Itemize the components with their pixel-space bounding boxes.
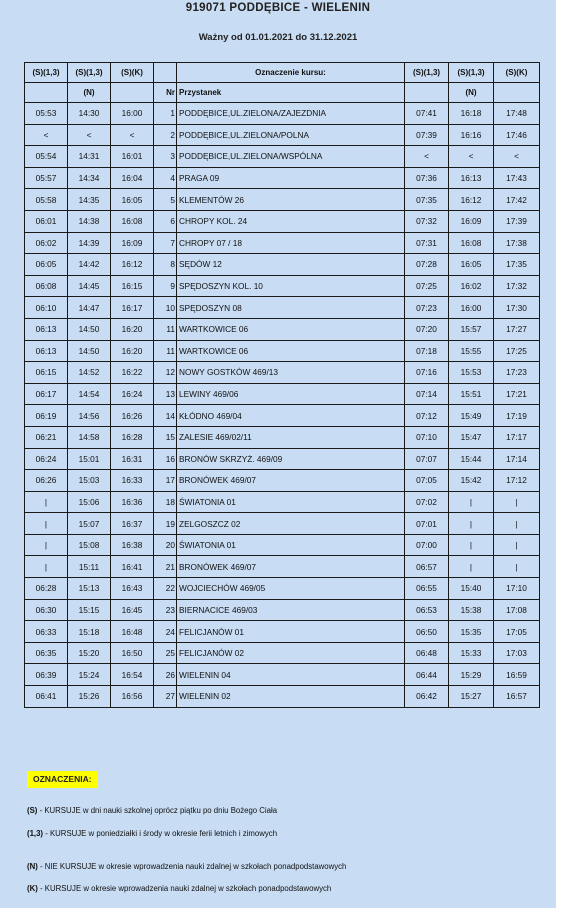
dep-time-cell: 16:31	[111, 448, 154, 470]
ret-time-cell: 06:53	[405, 599, 449, 621]
ret-time-cell: 17:21	[494, 383, 540, 405]
dep-time-cell: 06:39	[25, 664, 68, 686]
dep-time-cell: 06:15	[25, 362, 68, 384]
ret-time-cell: 17:14	[494, 448, 540, 470]
column-subheader: Przystanek	[177, 83, 405, 103]
table-row	[25, 254, 540, 276]
dep-time-cell: 16:09	[111, 232, 154, 254]
dep-time-cell: 16:00	[111, 103, 154, 125]
ret-time-cell: 15:44	[449, 448, 494, 470]
legend-note-13	[27, 829, 277, 838]
dep-time-cell: 15:20	[68, 642, 111, 664]
stop-name-cell: WIELENIN 02	[177, 686, 405, 708]
table-header-row	[25, 63, 540, 83]
ret-time-cell: 17:39	[494, 210, 540, 232]
stop-name-cell: ZELGOSZCZ 02	[177, 513, 405, 535]
dep-time-cell: 06:35	[25, 642, 68, 664]
table-row	[25, 664, 540, 686]
legend-code: (N)	[27, 862, 38, 871]
dep-time-cell: 15:11	[68, 556, 111, 578]
ret-time-cell: 07:20	[405, 318, 449, 340]
dep-time-cell: 16:48	[111, 621, 154, 643]
dep-time-cell: 15:26	[68, 686, 111, 708]
dep-time-cell: 15:08	[68, 534, 111, 556]
dep-time-cell: 16:54	[111, 664, 154, 686]
ret-time-cell: 17:17	[494, 426, 540, 448]
dep-time-cell: |	[25, 556, 68, 578]
dep-time-cell: 15:06	[68, 491, 111, 513]
table-row	[25, 210, 540, 232]
column-header: (S)(K)	[494, 63, 540, 83]
ret-time-cell: 17:32	[494, 275, 540, 297]
column-header	[154, 63, 177, 83]
stop-number-cell: 19	[154, 513, 177, 535]
column-header: (S)(1,3)	[405, 63, 449, 83]
ret-time-cell: 17:46	[494, 124, 540, 146]
dep-time-cell: 14:42	[68, 254, 111, 276]
table-row	[25, 534, 540, 556]
ret-time-cell: 16:57	[494, 686, 540, 708]
table-row	[25, 491, 540, 513]
stop-name-cell: NOWY GOSTKÓW 469/13	[177, 362, 405, 384]
stop-number-cell: 17	[154, 470, 177, 492]
dep-time-cell: 14:50	[68, 340, 111, 362]
ret-time-cell: 07:31	[405, 232, 449, 254]
dep-time-cell: 16:08	[111, 210, 154, 232]
dep-time-cell: 16:56	[111, 686, 154, 708]
column-subheader	[25, 83, 68, 103]
dep-time-cell: 14:34	[68, 167, 111, 189]
dep-time-cell: 05:54	[25, 146, 68, 168]
stop-name-cell: BRONÓWEK 469/07	[177, 556, 405, 578]
legend-text: - NIE KURSUJE w okresie wprowadzenia nauki zdalnej w szkołach ponadpodstawowych	[37, 862, 347, 871]
ret-time-cell: 06:57	[405, 556, 449, 578]
dep-time-cell: 14:52	[68, 362, 111, 384]
ret-time-cell: 07:25	[405, 275, 449, 297]
legend-note-s	[27, 806, 277, 815]
table-row	[25, 146, 540, 168]
timetable	[24, 62, 540, 708]
dep-time-cell: 06:33	[25, 621, 68, 643]
stop-number-cell: 5	[154, 189, 177, 211]
ret-time-cell: 17:12	[494, 470, 540, 492]
ret-time-cell: 17:48	[494, 103, 540, 125]
stop-name-cell: FELICJANÓW 02	[177, 642, 405, 664]
dep-time-cell: 16:38	[111, 534, 154, 556]
dep-time-cell: 14:30	[68, 103, 111, 125]
column-header: (S)(1,3)	[68, 63, 111, 83]
stop-name-cell: SPĘDOSZYN KOL. 10	[177, 275, 405, 297]
dep-time-cell: 06:26	[25, 470, 68, 492]
stop-name-cell: FELICJANÓW 01	[177, 621, 405, 643]
dep-time-cell: 16:17	[111, 297, 154, 319]
table-row	[25, 470, 540, 492]
stop-number-cell: 6	[154, 210, 177, 232]
table-row	[25, 297, 540, 319]
column-header: (S)(1,3)	[449, 63, 494, 83]
dep-time-cell: 06:08	[25, 275, 68, 297]
ret-time-cell: 17:35	[494, 254, 540, 276]
dep-time-cell: 14:45	[68, 275, 111, 297]
stop-name-cell: PRAGA 09	[177, 167, 405, 189]
ret-time-cell: 07:23	[405, 297, 449, 319]
ret-time-cell: |	[449, 513, 494, 535]
ret-time-cell: 06:42	[405, 686, 449, 708]
legend-code: (1,3)	[27, 829, 44, 838]
stop-number-cell: 15	[154, 426, 177, 448]
ret-time-cell: 16:00	[449, 297, 494, 319]
dep-time-cell: 05:57	[25, 167, 68, 189]
ret-time-cell: 17:03	[494, 642, 540, 664]
legend-text: - KURSUJE w poniedziałki i środy w okresie ferii letnich i zimowych	[43, 829, 278, 838]
stop-name-cell: CHROPY 07 / 18	[177, 232, 405, 254]
ret-time-cell: 07:32	[405, 210, 449, 232]
ret-time-cell: 07:39	[405, 124, 449, 146]
table-row	[25, 686, 540, 708]
ret-time-cell: 17:30	[494, 297, 540, 319]
dep-time-cell: 14:31	[68, 146, 111, 168]
dep-time-cell: 15:13	[68, 578, 111, 600]
ret-time-cell: 16:16	[449, 124, 494, 146]
dep-time-cell: 16:05	[111, 189, 154, 211]
dep-time-cell: <	[111, 124, 154, 146]
stop-number-cell: 4	[154, 167, 177, 189]
ret-time-cell: 07:16	[405, 362, 449, 384]
stop-number-cell: 20	[154, 534, 177, 556]
validity-period: Ważny od 01.01.2021 do 31.12.2021	[198, 32, 358, 43]
stop-name-cell: ZALESIE 469/02/11	[177, 426, 405, 448]
dep-time-cell: 16:33	[111, 470, 154, 492]
column-subheader	[405, 83, 449, 103]
stop-number-cell: 16	[154, 448, 177, 470]
ret-time-cell: |	[494, 534, 540, 556]
column-subheader: Nr	[154, 83, 177, 103]
stop-name-cell: PODDĘBICE,UL.ZIELONA/ZAJEZDNIA	[177, 103, 405, 125]
table-row	[25, 232, 540, 254]
ret-time-cell: 07:35	[405, 189, 449, 211]
ret-time-cell: 17:38	[494, 232, 540, 254]
stop-name-cell: SPĘDOSZYN 08	[177, 297, 405, 319]
ret-time-cell: 17:43	[494, 167, 540, 189]
table-row	[25, 405, 540, 427]
ret-time-cell: 15:42	[449, 470, 494, 492]
ret-time-cell: 17:08	[494, 599, 540, 621]
stop-number-cell: 21	[154, 556, 177, 578]
ret-time-cell: 07:00	[405, 534, 449, 556]
ret-time-cell: 17:27	[494, 318, 540, 340]
dep-time-cell: 15:01	[68, 448, 111, 470]
dep-time-cell: 06:05	[25, 254, 68, 276]
dep-time-cell: 05:58	[25, 189, 68, 211]
ret-time-cell: 07:10	[405, 426, 449, 448]
dep-time-cell: 06:10	[25, 297, 68, 319]
table-subheader-row	[25, 83, 540, 103]
stop-number-cell: 11	[154, 318, 177, 340]
ret-time-cell: 15:53	[449, 362, 494, 384]
ret-time-cell: 16:08	[449, 232, 494, 254]
ret-time-cell: 16:09	[449, 210, 494, 232]
ret-time-cell: <	[449, 146, 494, 168]
dep-time-cell: 14:50	[68, 318, 111, 340]
table-row	[25, 167, 540, 189]
stop-number-cell: 22	[154, 578, 177, 600]
ret-time-cell: 15:33	[449, 642, 494, 664]
stop-name-cell: CHROPY KOL. 24	[177, 210, 405, 232]
ret-time-cell: 17:19	[494, 405, 540, 427]
stop-number-cell: 11	[154, 340, 177, 362]
ret-time-cell: 15:51	[449, 383, 494, 405]
stop-number-cell: 8	[154, 254, 177, 276]
dep-time-cell: 06:19	[25, 405, 68, 427]
ret-time-cell: 15:29	[449, 664, 494, 686]
stop-number-cell: 24	[154, 621, 177, 643]
dep-time-cell: 16:24	[111, 383, 154, 405]
stop-name-cell: PODDĘBICE,UL.ZIELONA/POLNA	[177, 124, 405, 146]
dep-time-cell: 14:58	[68, 426, 111, 448]
table-row	[25, 318, 540, 340]
column-header: (S)(K)	[111, 63, 154, 83]
ret-time-cell: 17:25	[494, 340, 540, 362]
stop-number-cell: 10	[154, 297, 177, 319]
dep-time-cell: 16:50	[111, 642, 154, 664]
ret-time-cell: |	[494, 491, 540, 513]
ret-time-cell: 07:05	[405, 470, 449, 492]
column-header: (S)(1,3)	[25, 63, 68, 83]
stop-name-cell: ŚWIATONIA 01	[177, 534, 405, 556]
stop-name-cell: PODDĘBICE,UL.ZIELONA/WSPÓLNA	[177, 146, 405, 168]
ret-time-cell: 16:12	[449, 189, 494, 211]
ret-time-cell: <	[494, 146, 540, 168]
ret-time-cell: 15:40	[449, 578, 494, 600]
ret-time-cell: 15:57	[449, 318, 494, 340]
stop-name-cell: LEWINY 469/06	[177, 383, 405, 405]
dep-time-cell: 16:37	[111, 513, 154, 535]
ret-time-cell: |	[494, 556, 540, 578]
dep-time-cell: 16:15	[111, 275, 154, 297]
dep-time-cell: 14:54	[68, 383, 111, 405]
table-row	[25, 189, 540, 211]
ret-time-cell: 16:18	[449, 103, 494, 125]
dep-time-cell: 06:30	[25, 599, 68, 621]
table-row	[25, 362, 540, 384]
dep-time-cell: 16:20	[111, 340, 154, 362]
column-subheader: (N)	[449, 83, 494, 103]
table-row	[25, 103, 540, 125]
table-row	[25, 426, 540, 448]
stop-number-cell: 27	[154, 686, 177, 708]
ret-time-cell: 06:48	[405, 642, 449, 664]
dep-time-cell: 16:28	[111, 426, 154, 448]
stop-name-cell: BRONÓW SKRZYŻ. 469/09	[177, 448, 405, 470]
ret-time-cell: 17:42	[494, 189, 540, 211]
ret-time-cell: 16:02	[449, 275, 494, 297]
dep-time-cell: 06:21	[25, 426, 68, 448]
ret-time-cell: 15:35	[449, 621, 494, 643]
dep-time-cell: 16:45	[111, 599, 154, 621]
legend-code: (K)	[27, 884, 38, 893]
dep-time-cell: 14:39	[68, 232, 111, 254]
dep-time-cell: 16:26	[111, 405, 154, 427]
stop-number-cell: 2	[154, 124, 177, 146]
ret-time-cell: |	[449, 556, 494, 578]
ret-time-cell: 15:47	[449, 426, 494, 448]
route-title: 919071 PODDĘBICE - WIELENIN	[185, 2, 371, 14]
ret-time-cell: 16:05	[449, 254, 494, 276]
ret-time-cell: |	[449, 491, 494, 513]
ret-time-cell: 06:44	[405, 664, 449, 686]
dep-time-cell: 15:15	[68, 599, 111, 621]
dep-time-cell: <	[68, 124, 111, 146]
dep-time-cell: |	[25, 491, 68, 513]
dep-time-cell: |	[25, 513, 68, 535]
table-row	[25, 383, 540, 405]
column-subheader	[494, 83, 540, 103]
ret-time-cell: 07:14	[405, 383, 449, 405]
dep-time-cell: 15:18	[68, 621, 111, 643]
stop-name-cell: WOJCIECHÓW 469/05	[177, 578, 405, 600]
ret-time-cell: 16:59	[494, 664, 540, 686]
stop-number-cell: 26	[154, 664, 177, 686]
dep-time-cell: 14:38	[68, 210, 111, 232]
dep-time-cell: 16:20	[111, 318, 154, 340]
dep-time-cell: 16:43	[111, 578, 154, 600]
table-row	[25, 621, 540, 643]
dep-time-cell: 06:01	[25, 210, 68, 232]
ret-time-cell: |	[494, 513, 540, 535]
dep-time-cell: 16:01	[111, 146, 154, 168]
stop-number-cell: 3	[154, 146, 177, 168]
ret-time-cell: 07:36	[405, 167, 449, 189]
stop-name-cell: KLEMENTÓW 26	[177, 189, 405, 211]
stop-number-cell: 12	[154, 362, 177, 384]
dep-time-cell: 06:17	[25, 383, 68, 405]
stop-name-cell: WIELENIN 04	[177, 664, 405, 686]
legend-note-n	[27, 862, 346, 871]
ret-time-cell: 07:12	[405, 405, 449, 427]
ret-time-cell: 07:18	[405, 340, 449, 362]
ret-time-cell: 06:55	[405, 578, 449, 600]
dep-time-cell: 15:03	[68, 470, 111, 492]
stop-number-cell: 9	[154, 275, 177, 297]
table-row	[25, 124, 540, 146]
dep-time-cell: 16:04	[111, 167, 154, 189]
dep-time-cell: 16:41	[111, 556, 154, 578]
table-row	[25, 340, 540, 362]
dep-time-cell: 06:28	[25, 578, 68, 600]
table-row	[25, 578, 540, 600]
table-row	[25, 556, 540, 578]
stop-number-cell: 23	[154, 599, 177, 621]
column-subheader	[111, 83, 154, 103]
stop-number-cell: 1	[154, 103, 177, 125]
column-header: Oznaczenie kursu:	[177, 63, 405, 83]
ret-time-cell: 07:28	[405, 254, 449, 276]
dep-time-cell: 14:56	[68, 405, 111, 427]
ret-time-cell: 15:49	[449, 405, 494, 427]
stop-number-cell: 13	[154, 383, 177, 405]
legend-note-k	[27, 884, 331, 893]
dep-time-cell: 16:22	[111, 362, 154, 384]
ret-time-cell: 17:23	[494, 362, 540, 384]
ret-time-cell: 07:41	[405, 103, 449, 125]
stop-name-cell: WARTKOWICE 06	[177, 340, 405, 362]
dep-time-cell: 14:47	[68, 297, 111, 319]
dep-time-cell: 14:35	[68, 189, 111, 211]
ret-time-cell: |	[449, 534, 494, 556]
table-row	[25, 448, 540, 470]
legend-text: - KURSUJE w okresie wprowadzenia nauki zdalnej w szkołach ponadpodstawowych	[37, 884, 332, 893]
table-row	[25, 275, 540, 297]
table-row	[25, 642, 540, 664]
dep-time-cell: 05:53	[25, 103, 68, 125]
stop-number-cell: 14	[154, 405, 177, 427]
ret-time-cell: 17:05	[494, 621, 540, 643]
dep-time-cell: 16:36	[111, 491, 154, 513]
stop-name-cell: KŁÓDNO 469/04	[177, 405, 405, 427]
ret-time-cell: 16:13	[449, 167, 494, 189]
stop-name-cell: WARTKOWICE 06	[177, 318, 405, 340]
ret-time-cell: 15:27	[449, 686, 494, 708]
dep-time-cell: 06:13	[25, 318, 68, 340]
ret-time-cell: 07:02	[405, 491, 449, 513]
dep-time-cell: 06:41	[25, 686, 68, 708]
dep-time-cell: 06:02	[25, 232, 68, 254]
legend-title: OZNACZENIA:	[27, 771, 98, 788]
stop-number-cell: 25	[154, 642, 177, 664]
legend-text: - KURSUJE w dni nauki szkolnej oprócz piątku po dniu Bożego Ciała	[37, 806, 278, 815]
ret-time-cell: 06:50	[405, 621, 449, 643]
column-subheader: (N)	[68, 83, 111, 103]
ret-time-cell: 17:10	[494, 578, 540, 600]
dep-time-cell: 15:07	[68, 513, 111, 535]
ret-time-cell: 15:55	[449, 340, 494, 362]
ret-time-cell: 15:38	[449, 599, 494, 621]
dep-time-cell: 06:24	[25, 448, 68, 470]
ret-time-cell: <	[405, 146, 449, 168]
table-row	[25, 513, 540, 535]
dep-time-cell: |	[25, 534, 68, 556]
dep-time-cell: <	[25, 124, 68, 146]
ret-time-cell: 07:07	[405, 448, 449, 470]
stop-name-cell: BRONÓWEK 469/07	[177, 470, 405, 492]
stop-number-cell: 18	[154, 491, 177, 513]
dep-time-cell: 15:24	[68, 664, 111, 686]
stop-name-cell: SĘDÓW 12	[177, 254, 405, 276]
ret-time-cell: 07:01	[405, 513, 449, 535]
stop-number-cell: 7	[154, 232, 177, 254]
legend-code: (S)	[27, 806, 38, 815]
dep-time-cell: 16:12	[111, 254, 154, 276]
stop-name-cell: BIERNACICE 469/03	[177, 599, 405, 621]
dep-time-cell: 06:13	[25, 340, 68, 362]
stop-name-cell: ŚWIATONIA 01	[177, 491, 405, 513]
table-row	[25, 599, 540, 621]
